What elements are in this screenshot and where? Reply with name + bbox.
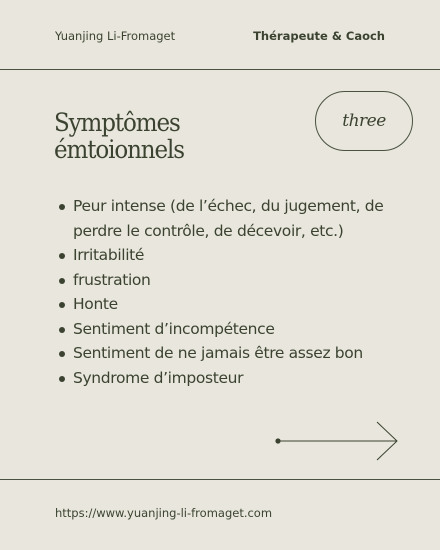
arrow-right-icon[interactable]	[275, 420, 401, 462]
website-url[interactable]: https://www.yuanjing-li-fromaget.com	[55, 506, 273, 520]
symptom-list	[54, 194, 394, 390]
list-item: Sentiment de ne jamais être assez bon	[54, 341, 394, 366]
list-item: Peur intense (de l’échec, du jugement, de perdre le contrôle, de décevoir, etc.)	[54, 194, 394, 243]
page-number-label: three	[342, 111, 386, 131]
list-item: Sentiment d’incompétence	[54, 317, 394, 342]
bottom-divider	[0, 479, 440, 480]
list-item: Syndrome d’imposteur	[54, 366, 394, 391]
page-title-line-2: émtoionnels	[54, 135, 184, 164]
author-role: Thérapeute & Caoch	[253, 29, 385, 43]
page-number-badge	[315, 91, 413, 151]
top-divider	[0, 69, 440, 70]
list-item: Honte	[54, 292, 394, 317]
list-item: Irritabilité	[54, 243, 394, 268]
author-name: Yuanjing Li-Fromaget	[55, 29, 176, 43]
list-item: frustration	[54, 268, 394, 293]
page-title	[54, 109, 184, 163]
page-title-line-1: Symptômes	[54, 108, 180, 137]
